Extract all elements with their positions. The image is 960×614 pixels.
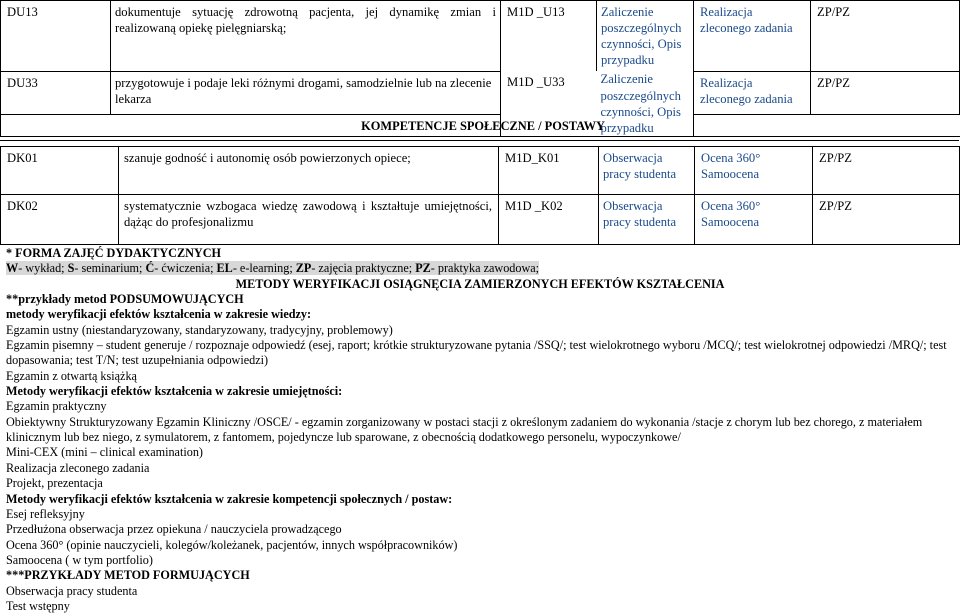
table-row — [1, 1, 960, 72]
list-item: Obserwacja pracy studenta — [6, 583, 138, 598]
list-item: Realizacja zleconego zadania — [6, 460, 150, 475]
social-heading: Metody weryfikacji efektów kształcenia w zakresie kompetencji społecznych / postaw: — [6, 491, 453, 506]
skills-heading: Metody weryfikacji efektów kształcenia w zakresie umiejętności: — [6, 384, 343, 399]
notes-section — [6, 246, 954, 614]
competency-table-social — [0, 146, 960, 245]
assessment-criterion: Ocena 360° Samoocena — [695, 195, 813, 245]
list-item: Projekt, prezentacja — [6, 476, 103, 491]
verification-method: Obserwacja pracy studenta — [599, 195, 695, 245]
list-item: Egzamin pisemny – student generuje / rozpoznaje odpowiedź (esej, raport; krótkie strukturyzowane pytania /SSQ/; test wielokrotnego wyboru /MCQ/; test wielokrotnej odpowiedzi /MRQ/; test dopasowania; test T/N; test uzupełniania odpowiedzi) — [6, 338, 947, 368]
formative-heading: ***PRZYKŁADY METOD FORMUJĄCYCH — [6, 568, 250, 583]
learning-outcome-code: M1D_K01 — [499, 147, 599, 195]
table-row — [1, 147, 960, 195]
assessment-criterion: Ocena 360° Samoocena — [695, 147, 813, 195]
learning-outcome-code: M1D _U33 — [507, 75, 565, 90]
list-item: Przedłużona obserwacja przez opiekuna / nauczyciela prowadzącego — [6, 522, 342, 537]
effect-code: DK01 — [1, 147, 119, 195]
verification-method: Obserwacja pracy studenta — [599, 147, 695, 195]
effect-description: dokumentuje sytuację zdrowotną pacjenta, jej dynamikę zmian i realizowaną opiekę pielęgniarską; — [111, 1, 501, 72]
effect-description: systematycznie wzbogaca wiedzę zawodową i kształtuje umiejętności, dążąc do profesjonalizmu — [119, 195, 499, 245]
forms-legend: W- wykład; S- seminarium; Ć- ćwiczenia; EL- e-learning; ZP- zajęcia praktyczne; PZ- praktyka zawodowa; — [6, 261, 540, 276]
effect-code: DU33 — [1, 71, 111, 114]
effect-description: szanuje godność i autonomię osób powierzonych opiece; — [119, 147, 499, 195]
class-form: ZP/PZ — [813, 147, 960, 195]
summative-heading: **przykłady metod PODSUMOWUJĄCYCH — [6, 292, 244, 307]
knowledge-heading: metody weryfikacji efektów kształcenia w zakresie wiedzy: — [6, 307, 312, 322]
competency-table-skills — [0, 0, 960, 137]
class-form: ZP/PZ — [813, 195, 960, 245]
list-item: Egzamin praktyczny — [6, 399, 107, 414]
methods-heading: METODY WERYFIKACJI OSIĄGNĘCIA ZAMIERZONYCH EFEKTÓW KSZTAŁCENIA — [235, 276, 725, 291]
list-item: Egzamin z otwartą książką — [6, 368, 137, 383]
list-item: Ocena 360° (opinie nauczycieli, kolegów/koleżanek, pacjentów, innych współpracowników) — [6, 537, 458, 552]
assessment-criterion: Realizacja zleconego zadania — [694, 71, 811, 114]
learning-outcome-code: M1D _K02 — [499, 195, 599, 245]
class-form: ZP/PZ — [811, 71, 960, 114]
list-item: Obiektywny Strukturyzowany Egzamin Kliniczny /OSCE/ - egzamin zorganizowany w postaci stacji z określonym zadaniem do wykonania /stacje z chorym lub bez chorego, z materiałem klinicznym lub bez niego, z symulatorem, z fantomem, pojedyncze lub sparowane, z obecnością dodatkowego personelu, wypoczynkowe/ — [6, 414, 923, 445]
list-item: Egzamin ustny (niestandaryzowany, standaryzowany, tradycyjny, problemowy) — [6, 322, 393, 337]
list-item: Esej refleksyjny — [6, 506, 85, 521]
class-form: ZP/PZ — [811, 1, 960, 72]
effect-description: przygotowuje i podaje leki różnymi drogami, samodzielnie lub na zlecenie lekarza — [111, 71, 501, 114]
table-row — [1, 71, 960, 114]
verification-method: Zaliczenie poszczególnych czynności, Opis przypadku — [597, 1, 694, 72]
list-item: Mini-CEX (mini – clinical examination) — [6, 445, 203, 460]
effect-code: DK02 — [1, 195, 119, 245]
divider — [0, 140, 959, 141]
list-item: Samoocena ( w tym portfolio) — [6, 552, 153, 567]
list-item: Test wstępny — [6, 598, 70, 613]
learning-outcome-code: M1D _U13 — [501, 1, 597, 72]
table-row — [1, 195, 960, 245]
forms-heading: * FORMA ZAJĘĆ DYDAKTYCZNYCH — [6, 246, 221, 260]
section-header: KOMPETENCJE SPOŁECZNE / POSTAWY — [361, 119, 605, 133]
assessment-criterion: Realizacja zleconego zadania — [694, 1, 811, 72]
verification-method: Zaliczenie poszczególnych czynności, Opis przypadku — [600, 72, 681, 135]
effect-code: DU13 — [1, 1, 111, 72]
